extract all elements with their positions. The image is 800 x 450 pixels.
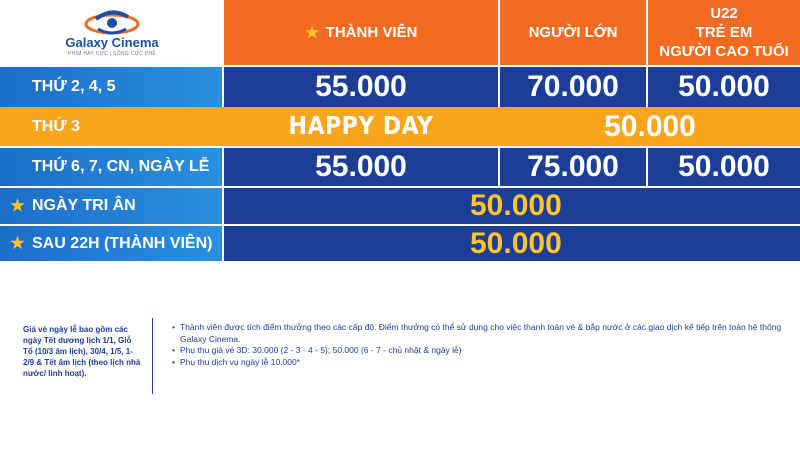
galaxy-swirl-icon [82, 9, 142, 37]
happy-day-text: HAPPY DAY [288, 112, 434, 141]
logo-tagline: PHIM HAY CỰC | SỐNG CỰC PHÊ [67, 50, 157, 57]
star-icon [10, 236, 25, 251]
price-value: 75.000 [527, 150, 619, 183]
row-weekend-adult-price [500, 148, 646, 186]
price-value: 50.000 [470, 226, 562, 260]
header-member [224, 0, 498, 65]
row-appreciation-text: NGÀY TRI ÂN [32, 197, 136, 214]
price-value: 50.000 [678, 150, 770, 183]
header-children-label: TRẺ EM [695, 24, 753, 41]
terms-item: • Phụ thu giá vé 3D: 30.000 (2 - 3 - 4 - 5); 50.000 (6 - 7 - chủ nhật & ngày lễ) [172, 345, 792, 357]
row-weekend-label [0, 148, 222, 186]
row-late-night-price [224, 226, 800, 261]
galaxy-cinema-logo [0, 0, 224, 65]
holiday-note: Giá vé ngày lễ bao gồm các ngày Tết dương lịch 1/1, Giỗ Tổ (10/3 âm lịch), 30/4, 1/5, 1-2/9 & Tết âm lịch (theo lịch nhà nước/ linh hoạt). [23, 325, 141, 378]
row-weekday-other-price [648, 67, 800, 107]
price-value: 50.000 [678, 70, 770, 103]
terms-item: • Phụ thu dịch vụ ngày lễ 10.000* [172, 357, 792, 369]
header-adult-label: NGƯỜI LỚN [528, 24, 618, 41]
row-appreciation-label [0, 188, 222, 224]
row-appreciation-price [224, 188, 800, 224]
star-icon [10, 198, 25, 213]
row-weekday-adult-price [500, 67, 646, 107]
row-late-night-text: SAU 22H (THÀNH VIÊN) [32, 234, 213, 252]
row-late-night-label [0, 226, 222, 261]
header-other [648, 0, 800, 65]
price-value: 55.000 [315, 70, 407, 103]
row-weekday-member-price [224, 67, 498, 107]
row-weekend-text: THỨ 6, 7, CN, NGÀY LỄ [32, 158, 210, 175]
row-weekend-member-price [224, 148, 498, 186]
row-weekday-label [0, 67, 222, 107]
terms-item: • Thành viên được tích điểm thưởng theo các cấp độ. Điểm thưởng có thể sử dụng cho việc thanh toán vé & bắp nước ở các giao dịch kế tiếp trên toàn hệ thống Galaxy Cinema. [172, 322, 792, 345]
row-tuesday-text: THỨ 3 [32, 117, 80, 135]
header-adult [500, 0, 646, 65]
row-tuesday-price [500, 107, 800, 146]
header-seniors-label: NGƯỜI CAO TUỔI [659, 43, 789, 60]
row-weekend-other-price [648, 148, 800, 186]
terms-list [172, 322, 792, 368]
price-value: 70.000 [527, 70, 619, 103]
star-icon [305, 25, 320, 40]
price-value: 55.000 [315, 150, 407, 183]
price-value: 50.000 [470, 189, 562, 222]
header-u22-label: U22 [710, 5, 738, 22]
happy-day-promo [224, 107, 498, 146]
header-member-label: THÀNH VIÊN [325, 24, 418, 41]
logo-name: Galaxy Cinema [65, 34, 159, 50]
price-value: 50.000 [604, 109, 696, 143]
notes-divider [152, 318, 153, 394]
row-weekday-text: THỨ 2, 4, 5 [32, 78, 116, 95]
